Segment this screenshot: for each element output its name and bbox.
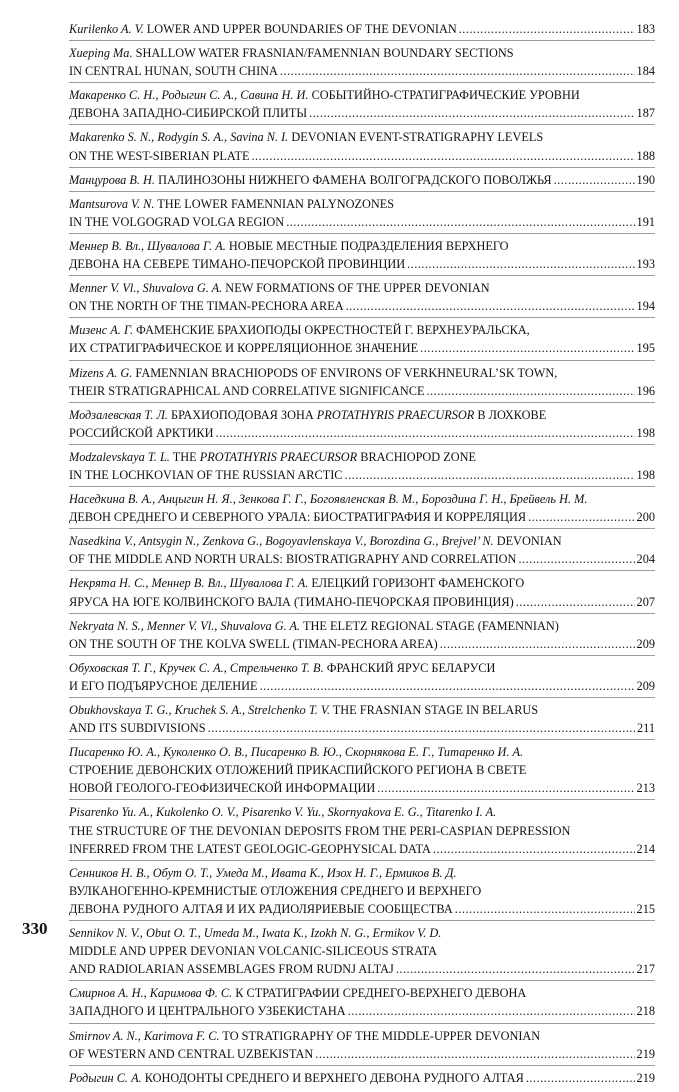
toc-entry[interactable] — [69, 406, 655, 445]
entry-title-text: К СТРАТИГРАФИИ СРЕДНЕГО-ВЕРХНЕГО ДЕВОНА — [232, 986, 527, 1001]
entry-page-number: 190 — [636, 172, 655, 187]
entry-title-text: SHALLOW WATER FRASNIAN/FAMENNIAN BOUNDARY SECTIONS — [132, 46, 514, 61]
toc-entry[interactable] — [69, 86, 655, 125]
entry-title-line — [69, 822, 655, 840]
entry-authors: Pisarenko Yu. A., Kukolenko O. V., Pisarenko V. Yu., Skornyakova E. G., Titarenko I. A. — [69, 805, 497, 820]
entry-last-line — [69, 339, 655, 357]
entry-last-line — [69, 213, 655, 231]
entry-title-text: НОВЫЕ МЕСТНЫЕ ПОДРАЗДЕЛЕНИЯ ВЕРХНЕГО — [225, 238, 509, 253]
entry-title-line — [69, 701, 655, 719]
leader-dots — [396, 960, 635, 978]
entry-title-end — [69, 840, 431, 858]
entry-title-text: ЯРУСА НА ЮГЕ КОЛВИНСКОГО ВАЛА (ТИМАНО-ПЕЧОРСКАЯ ПРОВИНЦИЯ) — [69, 594, 514, 609]
entry-title-end — [69, 20, 457, 38]
leader-dots — [459, 20, 635, 38]
toc-entry[interactable] — [69, 490, 655, 529]
leader-dots — [377, 779, 634, 797]
entry-authors: Писаренко Ю. А., Куколенко О. В., Писаренко В. Ю., Скорнякова Е. Г., Титаренко И. А. — [69, 745, 524, 760]
entry-title-end — [69, 466, 343, 484]
entry-last-line — [69, 382, 655, 400]
entry-authors: Меннер В. Вл., Шувалова Г. А. — [69, 238, 226, 253]
leader-dots — [433, 840, 635, 858]
toc-entry[interactable] — [69, 448, 655, 487]
toc-entry[interactable] — [69, 128, 655, 167]
entry-last-line — [69, 960, 655, 978]
entry-authors: Kurilenko A. V. — [69, 22, 144, 36]
entry-title-line — [69, 659, 655, 677]
entry-page-number: 194 — [636, 299, 655, 314]
entry-last-line — [69, 255, 655, 273]
entry-title-end — [69, 593, 514, 611]
entry-title-text: СОБЫТИЙНО-СТРАТИГРАФИЧЕСКИЕ УРОВНИ — [308, 88, 580, 103]
entry-title-end — [69, 1069, 524, 1087]
entry-title-end — [69, 424, 214, 442]
entry-authors: Родыгин С. А. — [69, 1070, 142, 1085]
toc-entry[interactable] — [69, 617, 655, 656]
entry-last-line — [69, 900, 655, 918]
entry-last-line — [69, 840, 655, 858]
entry-page-number: 184 — [636, 64, 655, 79]
entry-title-end — [69, 104, 307, 122]
entry-title-line — [69, 1027, 655, 1045]
entry-title-line — [69, 195, 655, 213]
entry-last-line — [69, 104, 655, 122]
entry-title-end — [69, 1002, 346, 1020]
leader-dots — [309, 104, 634, 122]
toc-entry[interactable] — [69, 864, 655, 921]
entry-authors: Сенников Н. В., Обут О. Т., Умеда М., Ивата К., Изох Н. Г., Ермиков В. Д. — [69, 865, 457, 880]
entry-authors: Nekryata N. S., Menner V. Vl., Shuvalova G. A. — [69, 618, 301, 633]
entry-title-end — [69, 171, 552, 189]
entry-last-line — [69, 719, 655, 737]
entry-page-number: 215 — [636, 901, 655, 916]
entry-page-number: 213 — [636, 781, 655, 796]
entry-authors: Mantsurova V. N. — [69, 196, 155, 211]
entry-title-text: ВУЛКАНОГЕННО-КРЕМНИСТЫЕ ОТЛОЖЕНИЯ СРЕДНЕГО И ВЕРХНЕГО — [69, 883, 482, 898]
toc-entry[interactable] — [69, 532, 655, 571]
entry-authors: Xueping Ma. — [69, 46, 133, 61]
entry-authors: Манцурова В. Н. — [69, 172, 155, 187]
entry-title-line — [69, 532, 655, 550]
leader-dots — [455, 900, 635, 918]
entry-page-number: 217 — [636, 962, 655, 977]
entry-title-text: AND RADIOLARIAN ASSEMBLAGES FROM RUDNJ ALTAJ — [69, 962, 394, 977]
entry-title-end — [69, 62, 278, 80]
entry-last-line — [69, 424, 655, 442]
entry-page-number: 209 — [636, 678, 655, 693]
leader-dots — [346, 297, 635, 315]
entry-title-end — [69, 900, 453, 918]
leader-dots — [348, 1002, 635, 1020]
entry-title-text: TO STRATIGRAPHY OF THE MIDDLE-UPPER DEVONIAN — [219, 1028, 541, 1043]
leader-dots — [440, 635, 635, 653]
entry-last-line — [69, 508, 655, 526]
entry-title-text: ДЕВОНА НА СЕВЕРЕ ТИМАНО-ПЕЧОРСКОЙ ПРОВИНЦИИ — [69, 257, 406, 272]
entry-title-line — [69, 984, 655, 1002]
entry-page-number: 209 — [636, 636, 655, 651]
entry-title-end — [69, 382, 424, 400]
entry-title-end — [69, 1045, 313, 1063]
entry-title-line — [69, 237, 655, 255]
toc-entry[interactable] — [69, 1069, 655, 1089]
entry-title-end — [69, 635, 438, 653]
entry-title-text: FAMENNIAN BRACHIOPODS OF ENVIRONS OF VERKHNEURAL’SK TOWN, — [132, 365, 558, 380]
leader-dots — [426, 382, 634, 400]
page-number: 330 — [22, 919, 48, 938]
entry-title-line — [69, 882, 655, 900]
entry-title-text: ПАЛИНОЗОНЫ НИЖНЕГО ФАМЕНА ВОЛГОГРАДСКОГО ПОВОЛЖЬЯ — [155, 172, 552, 187]
entry-last-line — [69, 171, 655, 189]
entry-title-line — [69, 128, 655, 146]
entry-title-end — [69, 779, 375, 797]
leader-dots — [345, 466, 635, 484]
entry-page-number: 200 — [636, 510, 655, 525]
entry-title-text: THE STRUCTURE OF THE DEVONIAN DEPOSITS FROM THE PERI-CASPIAN DEPRESSION — [69, 823, 571, 838]
entry-page-number: 198 — [636, 425, 655, 440]
entry-title-line — [69, 406, 655, 424]
entry-title-end — [69, 255, 405, 273]
leader-dots — [528, 508, 634, 526]
entry-title-text: ФАМЕНСКИЕ БРАХИОПОДЫ ОКРЕСТНОСТЕЙ Г. ВЕРХНЕУРАЛЬСКА, — [133, 323, 530, 338]
entry-authors: Makarenko S. N., Rodygin S. A., Savina N. I. — [69, 130, 289, 145]
entry-last-line — [69, 779, 655, 797]
entry-title-end — [69, 213, 284, 231]
toc-entry[interactable] — [69, 803, 655, 860]
leader-dots — [407, 255, 634, 273]
entry-title-text: СТРОЕНИЕ ДЕВОНСКИХ ОТЛОЖЕНИЙ ПРИКАСПИЙСКОГО РЕГИОНА В СВЕТЕ — [69, 763, 527, 778]
leader-dots — [260, 677, 635, 695]
toc-entry[interactable] — [69, 279, 655, 318]
entry-last-line — [69, 20, 655, 38]
entry-title-text: ДЕВОН СРЕДНЕГО И СЕВЕРНОГО УРАЛА: БИОСТРАТИГРАФИЯ И КОРРЕЛЯЦИЯ — [69, 510, 527, 525]
leader-dots — [526, 1069, 635, 1087]
entry-title-text: THE LOWER FAMENNIAN PALYNOZONES — [154, 196, 395, 211]
entry-authors: Menner V. Vl., Shuvalova G. A. — [69, 281, 223, 296]
entry-authors-line — [69, 924, 655, 942]
entry-page-number: 193 — [636, 257, 655, 272]
entry-last-line — [69, 1002, 655, 1020]
entry-page-number: 191 — [636, 214, 655, 229]
entry-title-line — [69, 574, 655, 592]
entry-authors: Sennikov N. V., Obut O. T., Umeda M., Iwata K., Izokh N. G., Ermikov V. D. — [69, 926, 442, 941]
entry-title-end — [69, 677, 258, 695]
entry-title-line — [69, 448, 655, 466]
entry-title-text: ДЕВОНА РУДНОГО АЛТАЯ И ИХ РАДИОЛЯРИЕВЫЕ СООБЩЕСТВА — [69, 901, 453, 916]
entry-page-number: 188 — [636, 148, 655, 163]
entry-last-line — [69, 635, 655, 653]
entry-title-text: AND ITS SUBDIVISIONS — [69, 721, 206, 736]
entry-title-line — [69, 364, 655, 382]
entry-last-line — [69, 1045, 655, 1063]
entry-title-text: РОССИЙСКОЙ АРКТИКИ — [69, 425, 214, 440]
toc-entry[interactable] — [69, 237, 655, 276]
entry-title-text: THEIR STRATIGRAPHICAL AND CORRELATIVE SIGNIFICANCE — [69, 383, 425, 398]
entry-authors: Мизенс А. Г. — [69, 323, 134, 338]
toc-entry[interactable] — [69, 924, 655, 981]
entry-title-text: MIDDLE AND UPPER DEVONIAN VOLCANIC-SILICEOUS STRATA — [69, 944, 438, 959]
table-of-contents — [69, 20, 655, 1092]
entry-authors: Модзалевская Т. Л. — [69, 407, 168, 422]
entry-title-line — [69, 86, 655, 104]
entry-title-text: IN THE LOCHKOVIAN OF THE RUSSIAN ARCTIC — [69, 467, 343, 482]
entry-title-line — [69, 942, 655, 960]
entry-page-number: 187 — [636, 106, 655, 121]
entry-last-line — [69, 550, 655, 568]
leader-dots — [286, 213, 634, 231]
entry-authors: Nasedkina V., Antsygin N., Zenkova G., Bogoyavlenskaya V., Borozdina G., Brejvel’ N. — [69, 534, 494, 549]
entry-title-text: ON THE WEST-SIBERIAN PLATE — [69, 148, 250, 163]
entry-title-text: LOWER AND UPPER BOUNDARIES OF THE DEVONIAN — [143, 22, 457, 36]
entry-last-line — [69, 466, 655, 484]
entry-page-number: 196 — [636, 383, 655, 398]
toc-entry[interactable] — [69, 364, 655, 403]
toc-entry[interactable] — [69, 20, 655, 41]
entry-title-text: DEVONIAN — [493, 534, 562, 549]
entry-title-text: THE PROTATHYRIS PRAECURSOR BRACHIOPOD ZONE — [169, 449, 477, 464]
entry-authors: Наседкина В. А., Анцыгин Н. Я., Зенкова Г. Г., Богоявленская В. М., Бороздина Г. Н., Брейвель Н. М. — [69, 492, 588, 507]
toc-entry[interactable] — [69, 659, 655, 698]
entry-page-number: 211 — [637, 721, 655, 736]
entry-title-end — [69, 960, 394, 978]
entry-title-text: IN CENTRAL HUNAN, SOUTH CHINA — [69, 64, 278, 79]
entry-authors: Modzalevskaya T. L. — [69, 449, 170, 464]
entry-title-text: ФРАНСКИЙ ЯРУС БЕЛАРУСИ — [323, 660, 496, 675]
entry-page-number: 219 — [636, 1046, 655, 1061]
toc-entry[interactable] — [69, 984, 655, 1023]
toc-entry[interactable] — [69, 321, 655, 360]
leader-dots — [315, 1045, 634, 1063]
entry-authors-line — [69, 803, 655, 821]
entry-title-text: INFERRED FROM THE LATEST GEOLOGIC-GEOPHYSICAL DATA — [69, 841, 431, 856]
entry-page-number: 219 — [636, 1070, 655, 1085]
toc-entry[interactable] — [69, 1027, 655, 1066]
entry-title-text: NEW FORMATIONS OF THE UPPER DEVONIAN — [222, 281, 490, 296]
entry-title-line — [69, 279, 655, 297]
entry-authors: Obukhovskaya T. G., Kruchek S. A., Strelchenko T. V. — [69, 703, 330, 717]
toc-entry[interactable] — [69, 171, 655, 192]
entry-title-text: THE FRASNIAN STAGE IN BELARUS — [329, 703, 539, 717]
leader-dots — [216, 424, 635, 442]
leader-dots — [280, 62, 635, 80]
entry-authors: Макаренко С. Н., Родыгин С. А., Савина Н. И. — [69, 88, 309, 103]
toc-entry[interactable] — [69, 701, 655, 740]
entry-title-text: ON THE SOUTH OF THE KOLVA SWELL (TIMAN-PECHORA AREA) — [69, 636, 438, 651]
entry-page-number: 214 — [636, 841, 655, 856]
entry-title-text: IN THE VOLGOGRAD VOLGA REGION — [69, 214, 285, 229]
leader-dots — [208, 719, 635, 737]
entry-title-end — [69, 719, 206, 737]
entry-page-number: 218 — [636, 1004, 655, 1019]
entry-authors: Некрята Н. С., Меннер В. Вл., Шувалова Г. А. — [69, 576, 309, 591]
entry-title-text: ИХ СТРАТИГРАФИЧЕСКОЕ И КОРРЕЛЯЦИОННОЕ ЗНАЧЕНИЕ — [69, 341, 419, 356]
entry-page-number: 198 — [636, 467, 655, 482]
entry-last-line — [69, 1069, 655, 1087]
entry-title-text: КОНОДОНТЫ СРЕДНЕГО И ВЕРХНЕГО ДЕВОНА РУДНОГО АЛТАЯ — [141, 1070, 524, 1085]
entry-last-line — [69, 62, 655, 80]
toc-entry[interactable] — [69, 743, 655, 800]
entry-authors: Smirnov A. N., Karimova F. C. — [69, 1028, 220, 1043]
entry-title-text: OF WESTERN AND CENTRAL UZBEKISTAN — [69, 1046, 314, 1061]
entry-page-number: 195 — [636, 341, 655, 356]
entry-authors: Mizens A. G. — [69, 365, 133, 380]
entry-last-line — [69, 593, 655, 611]
entry-authors-line — [69, 490, 655, 508]
toc-entry[interactable] — [69, 44, 655, 83]
entry-title-end — [69, 297, 344, 315]
entry-authors-line — [69, 864, 655, 882]
entry-title-text: БРАХИОПОДОВАЯ ЗОНА PROTATHYRIS PRAECURSOR В ЛОХКОВЕ — [167, 407, 547, 422]
entry-title-text: OF THE MIDDLE AND NORTH URALS: BIOSTRATIGRAPHY AND CORRELATION — [69, 552, 517, 567]
entry-last-line — [69, 147, 655, 165]
entry-authors-line — [69, 743, 655, 761]
leader-dots — [554, 171, 635, 189]
toc-entry[interactable] — [69, 195, 655, 234]
entry-page-number: 207 — [636, 594, 655, 609]
entry-last-line — [69, 677, 655, 695]
entry-title-line — [69, 44, 655, 62]
entry-title-text: ЗАПАДНОГО И ЦЕНТРАЛЬНОГО УЗБЕКИСТАНА — [69, 1004, 346, 1019]
entry-title-text: ЕЛЕЦКИЙ ГОРИЗОНТ ФАМЕНСКОГО — [308, 576, 525, 591]
entry-title-text: ДЕВОНА ЗАПАДНО-СИБИРСКОЙ ПЛИТЫ — [69, 106, 308, 121]
entry-title-text: НОВОЙ ГЕОЛОГО-ГЕОФИЗИЧЕСКОЙ ИНФОРМАЦИИ — [69, 781, 376, 796]
entry-page-number: 183 — [636, 22, 655, 36]
entry-title-text: И ЕГО ПОДЪЯРУСНОЕ ДЕЛЕНИЕ — [69, 678, 258, 693]
entry-title-text: ON THE NORTH OF THE TIMAN-PECHORA AREA — [69, 299, 344, 314]
leader-dots — [518, 550, 634, 568]
leader-dots — [516, 593, 635, 611]
leader-dots — [420, 339, 634, 357]
entry-title-end — [69, 550, 516, 568]
leader-dots — [251, 147, 634, 165]
entry-title-line — [69, 617, 655, 635]
entry-title-end — [69, 508, 526, 526]
entry-page-number: 204 — [636, 552, 655, 567]
entry-title-text: THE ELETZ REGIONAL STAGE (FAMENNIAN) — [300, 618, 559, 633]
entry-title-text: DEVONIAN EVENT-STRATIGRAPHY LEVELS — [288, 130, 544, 145]
toc-entry[interactable] — [69, 574, 655, 613]
entry-last-line — [69, 297, 655, 315]
entry-title-end — [69, 339, 418, 357]
entry-title-line — [69, 321, 655, 339]
entry-title-end — [69, 147, 249, 165]
entry-title-line — [69, 761, 655, 779]
entry-authors: Смирнов А. Н., Каримова Ф. С. — [69, 986, 233, 1001]
entry-authors: Обуховская Т. Г., Кручек С. А., Стрельченко Т. В. — [69, 660, 324, 675]
